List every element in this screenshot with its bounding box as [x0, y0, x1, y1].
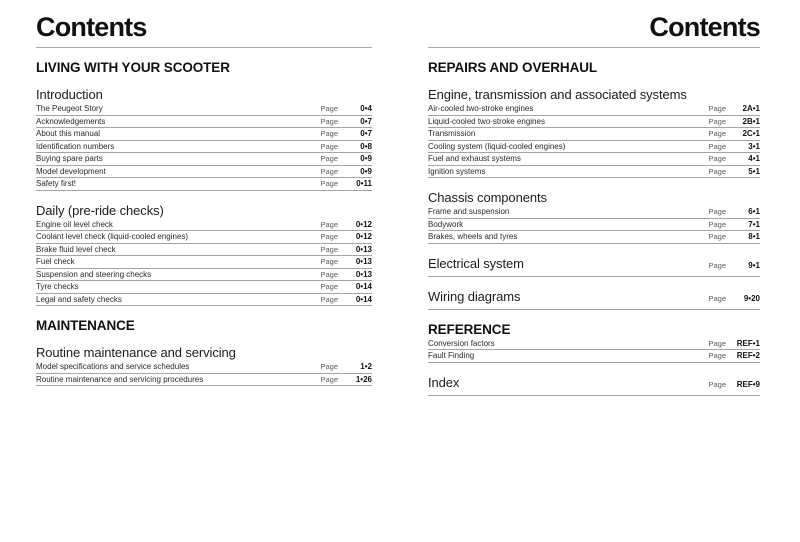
page-word-label: Page — [708, 293, 726, 303]
toc-entry-label: Brakes, wheels and tyres — [428, 233, 518, 241]
toc-entry-label: Fuel and exhaust systems — [428, 155, 521, 163]
section-heading: Wiring diagrams — [428, 288, 521, 304]
page-word-label: Page — [320, 257, 338, 266]
toc-entry-label: The Peugeot Story — [36, 105, 103, 113]
toc-entry-label: Ignition systems — [428, 167, 486, 176]
toc-entry-label: Legal and safety checks — [36, 295, 122, 304]
page-number: 7•1 — [748, 219, 760, 229]
inline-section — [428, 257, 760, 277]
part-heading: REFERENCE — [428, 321, 511, 337]
section-heading: Chassis components — [428, 190, 547, 205]
toc-entry-label: Safety first! — [36, 180, 77, 188]
page-word-label: Page — [320, 232, 338, 241]
toc-row — [428, 153, 760, 166]
toc-section — [36, 88, 372, 191]
toc-row — [36, 153, 372, 166]
toc-entry-label: Frame and suspension — [428, 208, 510, 216]
page-word-label: Page — [320, 362, 338, 371]
toc-row — [36, 361, 372, 374]
page-number: 0•7 — [360, 116, 372, 126]
toc-entry-label: Suspension and steering checks — [36, 270, 152, 279]
toc-section — [36, 204, 372, 307]
right-column — [428, 14, 760, 542]
page-title-right: Contents — [649, 12, 760, 42]
toc-entry-label: Conversion factors — [428, 339, 495, 348]
toc-row — [428, 219, 760, 232]
toc-row — [36, 166, 372, 179]
page-number: 9•1 — [748, 260, 760, 270]
toc-row — [428, 141, 760, 154]
toc-row — [428, 116, 760, 129]
toc-row — [36, 256, 372, 269]
page-number: 1•2 — [360, 362, 372, 371]
page-word-label: Page — [320, 244, 338, 254]
page-word-label: Page — [708, 379, 726, 389]
page-word-label: Page — [708, 166, 726, 176]
title-rule — [36, 47, 372, 48]
page-number: 0•11 — [356, 179, 372, 188]
right-column-blocks — [428, 61, 760, 396]
page-word-label: Page — [320, 154, 338, 163]
page-number: 0•13 — [355, 257, 372, 266]
page-number: REF•2 — [736, 351, 760, 360]
page-word-label: Page — [708, 351, 726, 360]
page-number: 2A•1 — [742, 104, 760, 113]
toc-row — [428, 128, 760, 141]
page-word-label: Page — [320, 219, 338, 229]
toc-entry-label: Cooling system (liquid-cooled engines) — [428, 142, 566, 151]
page-number: 0•9 — [360, 154, 372, 163]
toc-entry-label: Brake fluid level check — [36, 245, 116, 254]
page-number: 6•1 — [748, 207, 760, 216]
part-heading: REPAIRS AND OVERHAUL — [428, 60, 598, 75]
toc-entry-label: Bodywork — [428, 220, 464, 229]
toc-row — [428, 231, 760, 244]
toc-row — [36, 128, 372, 141]
toc-row — [428, 206, 760, 219]
toc-entry-label: Transmission — [428, 130, 476, 138]
toc-entry-label: Fault Finding — [428, 352, 475, 360]
section-heading: Introduction — [36, 87, 103, 102]
page-word-label: Page — [320, 116, 338, 126]
section-heading: Engine, transmission and associated systems — [428, 87, 687, 102]
page-number: 0•7 — [360, 129, 372, 138]
page-word-label: Page — [320, 179, 338, 188]
toc-entry-label: Model specifications and service schedules — [36, 363, 190, 371]
page-word-label: Page — [708, 104, 726, 113]
toc-entry-label: Routine maintenance and servicing procedures — [36, 375, 204, 384]
inline-section — [428, 376, 760, 396]
toc-row — [36, 244, 372, 257]
toc-entry-label: Engine oil level check — [36, 220, 113, 229]
toc-entry-label: Air-cooled two-stroke engines — [428, 105, 534, 113]
page-number: 0•14 — [355, 282, 372, 291]
toc-entry-label: Acknowledgements — [36, 117, 106, 126]
page-word-label: Page — [320, 141, 338, 151]
page-number: 0•12 — [355, 219, 372, 229]
page-number: 3•1 — [748, 141, 760, 151]
left-column — [36, 14, 372, 542]
toc-row — [428, 350, 760, 363]
page-word-label: Page — [708, 260, 726, 270]
part-heading: MAINTENANCE — [36, 318, 135, 333]
section-heading: Electrical system — [428, 255, 524, 271]
page-number: 1•26 — [355, 374, 372, 384]
page-word-label: Page — [708, 154, 726, 163]
page-number: 0•14 — [355, 294, 372, 304]
toc-row — [36, 294, 372, 307]
toc-entry-label: About this manual — [36, 130, 101, 138]
page-word-label: Page — [320, 374, 338, 384]
page-number: 9•20 — [743, 293, 760, 303]
page-word-label: Page — [708, 116, 726, 126]
toc-entry-label: Buying spare parts — [36, 155, 103, 163]
page-word-label: Page — [708, 338, 726, 348]
page-number: 0•12 — [355, 232, 372, 241]
page-word-label: Page — [708, 141, 726, 151]
part-heading: LIVING WITH YOUR SCOOTER — [36, 60, 230, 75]
page-word-label: Page — [708, 232, 726, 241]
page-word-label: Page — [320, 166, 338, 176]
page-number: 8•1 — [748, 232, 760, 241]
page-number: 0•4 — [360, 104, 372, 113]
page-number: REF•1 — [736, 338, 760, 348]
page-word-label: Page — [320, 294, 338, 304]
page-number: 2B•1 — [742, 116, 760, 126]
section-heading: Index — [428, 374, 460, 390]
toc-row — [36, 103, 372, 116]
toc-row — [36, 178, 372, 191]
page-word-label: Page — [320, 282, 338, 291]
toc-row — [36, 269, 372, 282]
toc-row — [36, 116, 372, 129]
section-heading: Daily (pre-ride checks) — [36, 202, 164, 218]
toc-row — [36, 231, 372, 244]
page-word-label: Page — [320, 269, 338, 279]
toc-section — [428, 88, 760, 178]
page-number: REF•9 — [736, 379, 760, 389]
page-title-left: Contents — [36, 12, 147, 42]
toc-section — [36, 346, 372, 386]
left-column-blocks — [36, 61, 372, 386]
toc-row — [428, 166, 760, 179]
page-number: 2C•1 — [742, 129, 760, 138]
toc-entry-label: Fuel check — [36, 258, 75, 266]
toc-row — [428, 103, 760, 116]
page-number: 4•1 — [748, 154, 760, 163]
toc-entry-label: Tyre checks — [36, 283, 79, 291]
toc-row — [36, 219, 372, 232]
title-rule — [428, 47, 760, 48]
page-word-label: Page — [320, 104, 338, 113]
toc-row — [36, 281, 372, 294]
toc-entry-label: Coolant level check (liquid-cooled engines) — [36, 233, 189, 241]
page-word-label: Page — [708, 207, 726, 216]
toc-row — [36, 141, 372, 154]
page-word-label: Page — [708, 219, 726, 229]
toc-section — [428, 191, 760, 244]
toc-entry-label: Identification numbers — [36, 142, 115, 151]
page-word-label: Page — [708, 129, 726, 138]
page-word-label: Page — [320, 129, 338, 138]
page-number: 0•9 — [360, 166, 372, 176]
section-heading: Routine maintenance and servicing — [36, 345, 236, 360]
toc-row — [36, 374, 372, 387]
page-number: 0•13 — [355, 244, 372, 254]
toc-row — [428, 338, 760, 351]
page-number: 5•1 — [748, 166, 760, 176]
toc-entry-label: Model development — [36, 167, 106, 176]
page-number: 0•13 — [355, 269, 372, 279]
toc-entry-label: Liquid-cooled two-stroke engines — [428, 117, 545, 126]
inline-section — [428, 290, 760, 310]
page-number: 0•8 — [360, 141, 372, 151]
